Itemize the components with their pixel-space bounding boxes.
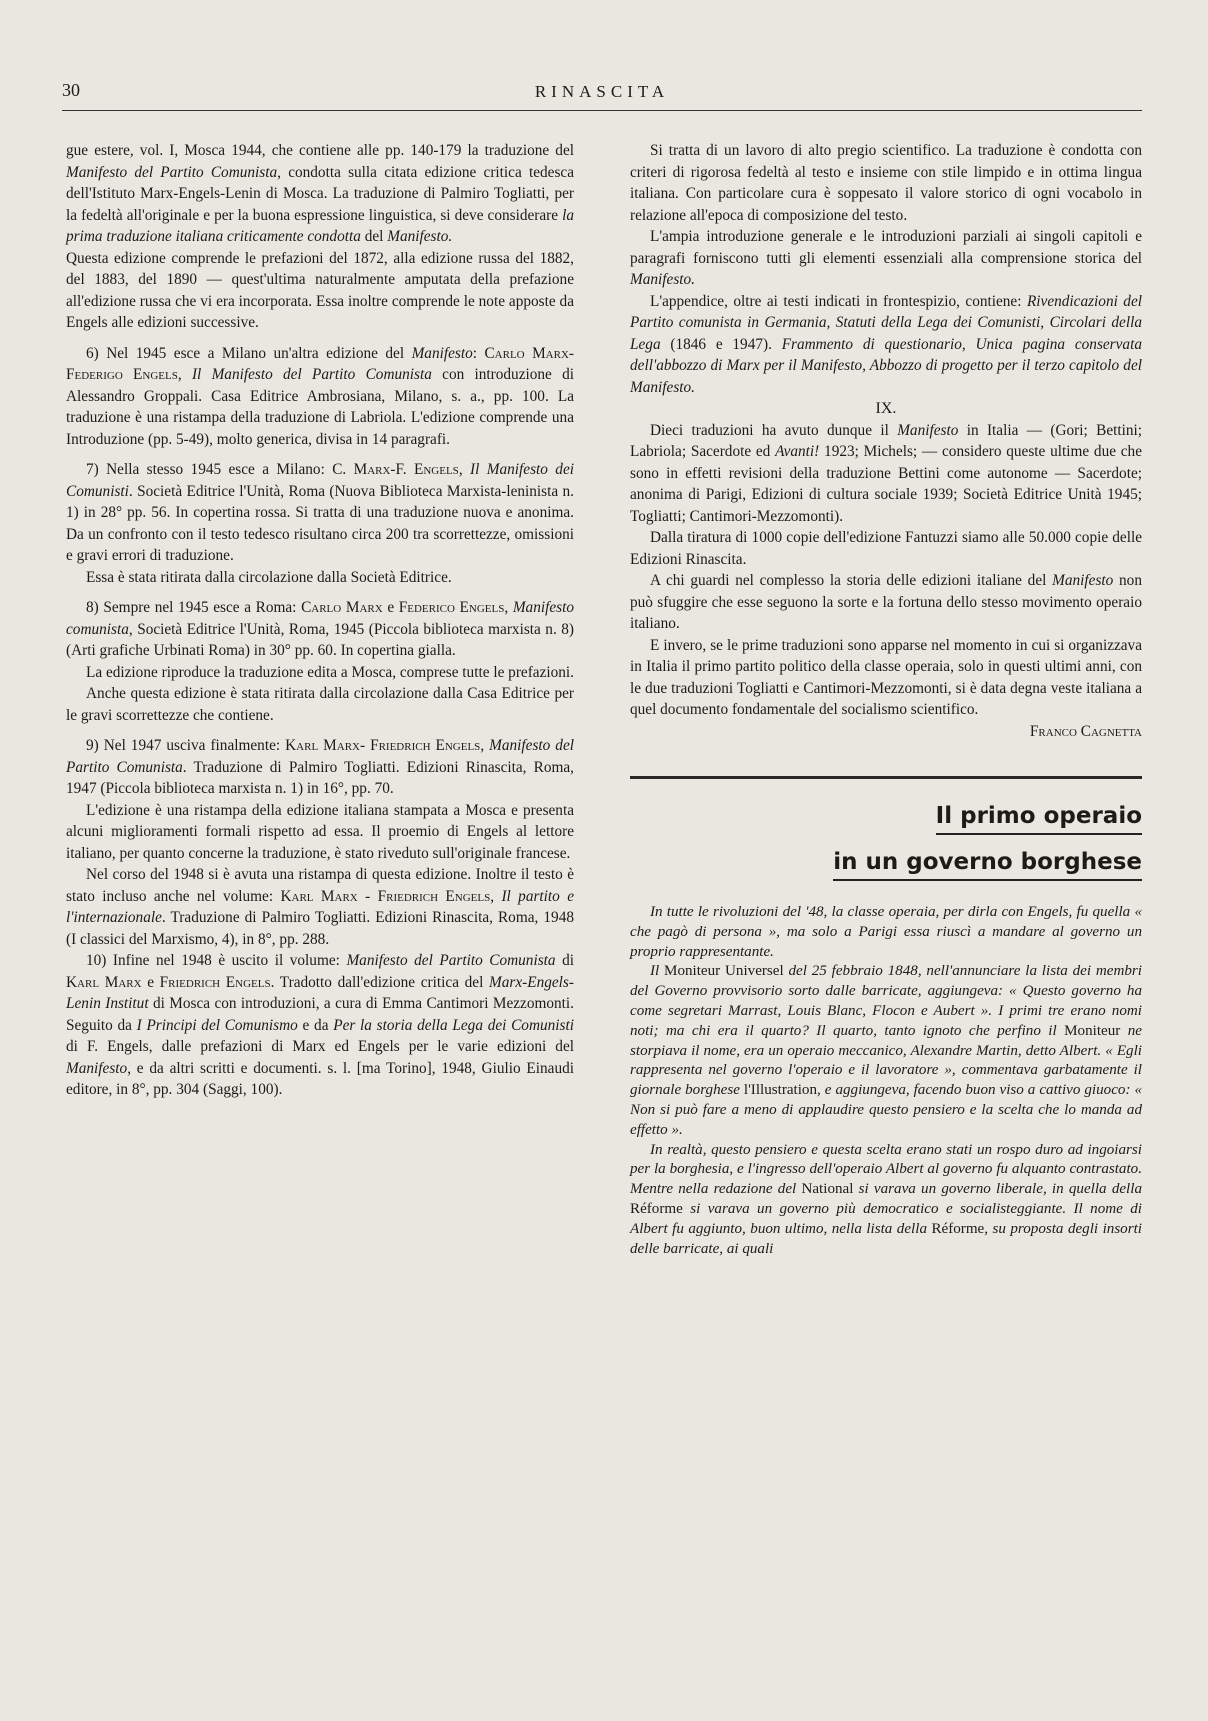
paragraph: gue estere, vol. I, Mosca 1944, che contiene alle pp. 140-179 la traduzione del Manifesto del Partito Comunista, condotta sulla citata edizione critica tedesca dell'Istituto Marx-Engels-Lenin di Mosca. La traduzione di Palmiro Togliatti, per la fedeltà all'originale e per la buona espressione linguistica, si deve considerare la prima traduzione italiana criticamente condotta del Manifesto. — [66, 142, 574, 245]
headline-line-1: Il primo operaio — [936, 801, 1142, 835]
page-number: 30 — [62, 80, 80, 100]
paragraph: Il Moniteur Universel del 25 febbraio 1848, nell'annunciare la lista dei membri del Governo provvisorio sorto dalle barricate, aggiungeva: « Questo governo ha come segretari Marrast, Louis Blanc, Flocon e Aubert ». I primi tre erano nomi noti; ma chi era il quarto? Il quarto, tanto ignoto che perfino il Moniteur ne storpiava il nome, era un operaio meccanico, Alexandre Martin, detto Albert. « Egli rappresenta nel governo l'operaio e il lavoratore », commentava garbatamente il giornale borghese l'Illustration, e aggiungeva, facendo buon viso a cattivo giuoco: « Non si può fare a meno di applaudire questo pensiero e la scelta che lo manda ad effetto ». — [630, 963, 1143, 1138]
bibliography-entry-10: 10) Infine nel 1948 è uscito il volume: Manifesto del Partito Comunista di Karl Marx e Friedrich Engels. Tradotto dall'edizione critica del Marx-Engels-Lenin Institut di Mosca con introduzioni, a cura di Emma Cantimori Mezzomonti. Seguito da I Principi del Comunismo e da Per la storia della Lega dei Comunisti di F. Engels, dalle prefazioni di Marx ed Engels per le varie edizioni del Manifesto, e da altri scritti e documenti. s. l. [ma Torino], 1948, Giulio Einaudi editore, in 8°, pp. 304 (Saggi, 100). — [66, 952, 575, 1098]
inset-article-body — [630, 903, 1142, 1259]
paragraph: A chi guardi nel complesso la storia delle edizioni italiane del Manifesto non può sfuggire che esse seguono la sorte e la fortuna dello stesso movimento operaio italiano. — [630, 572, 1142, 632]
paragraph: La edizione riproduce la traduzione edita a Mosca, comprese tutte le prefazioni. — [86, 663, 575, 681]
running-title: RINASCITA — [534, 82, 670, 101]
paragraph: Dieci traduzioni ha avuto dunque il Manifesto in Italia — (Gori; Bettini; Labriola; Sacerdote ed Avanti! 1923; Michels; — considero queste ultime due che sono in effetti revisioni della traduzione Bettini come autonome — Sacerdote; anonima di Parigi, Edizioni di cultura sociale 1939; Società Editrice Unità 1945; Togliatti; Cantimori-Mezzomonti). — [630, 421, 1143, 525]
section-heading: IX. — [875, 400, 897, 417]
paragraph: In tutte le rivoluzioni del '48, la classe operaia, per dirla con Engels, fu quella « che pagò di persona », ma solo a Parigi essa riuscì a mandare al governo un proprio rappresentante. — [630, 904, 1142, 960]
inset-headline — [630, 801, 1142, 881]
paragraph: Si tratta di un lavoro di alto pregio scientifico. La traduzione è condotta con criteri di rigorosa fedeltà al testo e insieme con stile limpido e in ottima lingua italiana. Con particolare cura è soppesato il valore storico di ogni vocabolo in relazione all'epoca di composizione del testo. — [630, 142, 1142, 224]
paragraph: Essa è stata ritirata dalla circolazione dalla Società Editrice. — [86, 568, 452, 586]
bibliography-entry-7: 7) Nella stesso 1945 esce a Milano: C. Marx-F. Engels, Il Manifesto dei Comunisti. Società Editrice l'Unità, Roma (Nuova Biblioteca Marxista-leninista n. 1) in 28° pp. 56. In copertina rossa. Si tratta di una traduzione nuova e anonima. Da un confronto con il testo tedesco risultano circa 200 tra scorrettezze, omissioni e gravi errori di traduzione. — [66, 461, 574, 564]
running-header — [62, 80, 1142, 110]
left-column — [66, 140, 574, 1101]
author-signature: Franco Cagnetta — [1029, 722, 1142, 740]
right-column — [630, 140, 1142, 1259]
bibliography-entry-9: 9) Nel 1947 usciva finalmente: Karl Marx- Friedrich Engels, Manifesto del Partito Comunista. Traduzione di Palmiro Togliatti. Edizioni Rinascita, Roma, 1947 (Piccola biblioteca marxista n. 1) in 16°, pp. 70. — [66, 737, 575, 797]
header-rule — [62, 110, 1142, 111]
paragraph: L'ampia introduzione generale e le introduzioni parziali ai singoli capitoli e paragrafi forniscono tutti gli elementi essenziali alla comprensione storica del Manifesto. — [630, 228, 1142, 288]
paragraph: L'edizione è una ristampa della edizione italiana stampata a Mosca e presenta alcuni miglioramenti formali rispetto ad essa. Il proemio di Engels al lettore italiano, per quanto concerne la traduzione, è stato riveduto sull'originale francese. — [66, 801, 574, 862]
paragraph: Nel corso del 1948 si è avuta una ristampa di questa edizione. Inoltre il testo è stato incluso anche nel volume: Karl Marx - Friedrich Engels, Il partito e l'internazionale. Traduzione di Palmiro Togliatti. Edizioni Rinascita, Roma, 1948 (I classici del Marxismo, 4), in 8°, pp. 288. — [66, 866, 575, 948]
section-divider — [630, 776, 1142, 779]
paragraph: Anche questa edizione è stata ritirata dalla circolazione dalla Casa Editrice per le gravi scorrettezze che contiene. — [66, 685, 574, 724]
paragraph: L'appendice, oltre ai testi indicati in frontespizio, contiene: Rivendicazioni del Partito comunista in Germania, Statuti della Lega dei Comunisti, Circolari della Lega (1846 e 1947). Frammento di questionario, Unica pagina conservata dell'abbozzo di Marx per il Manifesto, Abbozzo di progetto per il terzo capitolo del Manifesto. — [630, 292, 1142, 396]
paragraph: Questa edizione comprende le prefazioni del 1872, alla edizione russa del 1882, del 1883, del 1890 — quest'ultima naturalmente amputata della prefazione all'edizione russa che vi era incorporata. Essa inoltre comprende le note apposte da Engels alle edizioni successive. — [66, 249, 574, 331]
bibliography-entry-6: 6) Nel 1945 esce a Milano un'altra edizione del Manifesto: Carlo Marx-Federigo Engels, Il Manifesto del Partito Comunista con introduzione di Alessandro Groppali. Casa Editrice Ambrosiana, Milano, s. a., pp. 100. La traduzione è una ristampa della traduzione di Labriola. L'edizione comprende una Introduzione (pp. 5-49), molto generica, divisa in 14 paragrafi. — [66, 344, 575, 448]
paragraph: In realtà, questo pensiero e questa scelta erano stati un rospo duro ad ingoiarsi per la borghesia, e l'ingresso dell'operaio Albert al governo fu alquanto contrastato. Mentre nella redazione del National si varava un governo liberale, in quella della Réforme si varava un governo più democratico e socialisteggiante. Il nome di Albert fu aggiunto, buon ultimo, nella lista della Réforme, su proposta degli insorti delle barricate, ai quali — [630, 1141, 1142, 1257]
bibliography-entry-8: 8) Sempre nel 1945 esce a Roma: Carlo Marx e Federico Engels, Manifesto comunista, Società Editrice l'Unità, Roma, 1945 (Piccola biblioteca marxista n. 8) (Arti grafiche Urbinati Roma) in 30° pp. 60. In copertina gialla. — [66, 599, 574, 659]
paragraph: Dalla tiratura di 1000 copie dell'edizione Fantuzzi siamo alle 50.000 copie delle Edizioni Rinascita. — [630, 529, 1142, 568]
paragraph: E invero, se le prime traduzioni sono apparse nel momento in cui si organizzava in Italia il primo partito politico della classe operaia, solo in questi ultimi anni, con le due traduzioni Togliatti e Cantimori-Mezzomonti, si è data degna veste italiana a quel documento fondamentale del socialismo scientifico. — [630, 636, 1142, 718]
headline-line-2: in un governo borghese — [833, 847, 1142, 881]
